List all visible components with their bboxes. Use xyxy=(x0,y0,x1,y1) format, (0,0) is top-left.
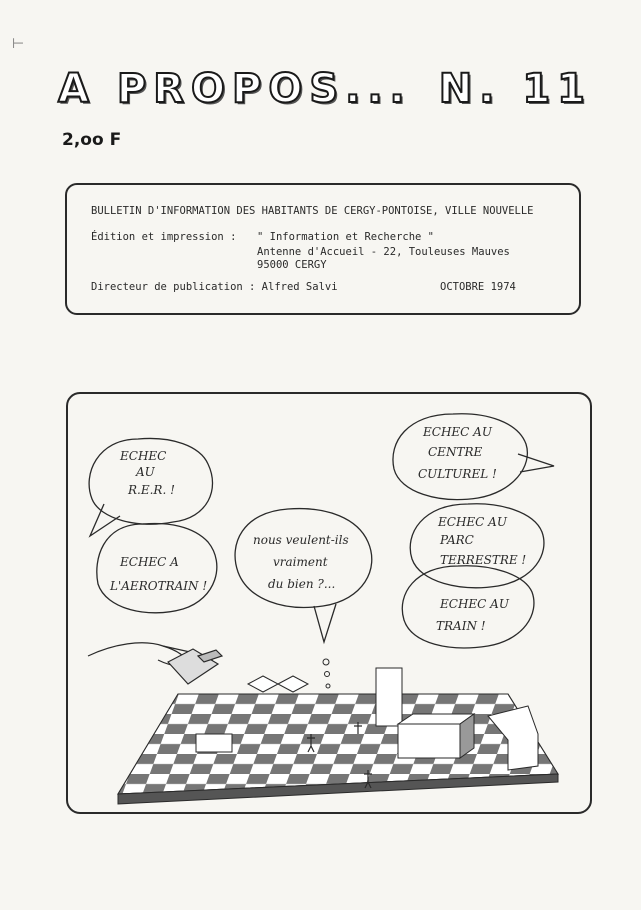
bubble-rer-l1: ECHEC xyxy=(120,449,167,463)
publication-info-box xyxy=(65,183,581,315)
bubble-center-l2: vraiment xyxy=(273,555,328,569)
masthead xyxy=(58,68,592,110)
chessboard xyxy=(118,694,558,804)
bubble-train-l1: ECHEC AU xyxy=(440,597,509,611)
bubble-center-l3: du bien ?... xyxy=(268,577,336,591)
bubble-parc-l1: ECHEC AU xyxy=(438,515,507,529)
bubble-rer-l2: AU xyxy=(136,465,155,479)
bubble-aero-l2: L'AEROTRAIN ! xyxy=(110,579,208,593)
cartoon-illustration xyxy=(66,392,592,814)
bubble-culturel-l1: ECHEC AU xyxy=(423,425,492,439)
bubble-train-l2: TRAIN ! xyxy=(436,619,486,633)
bubble-culturel-l2: CENTRE xyxy=(428,445,483,459)
edition-label: Édition et impression : xyxy=(91,231,237,243)
address-line-2: 95000 CERGY xyxy=(257,259,327,271)
bubble-aero-l1: ECHEC A xyxy=(120,555,179,569)
issue-number: N. 11 xyxy=(438,66,592,112)
bubble-parc-l2: PARC xyxy=(440,533,474,547)
bubble-parc-l3: TERRESTRE ! xyxy=(440,553,527,567)
edition-org: " Information et Recherche " xyxy=(257,231,435,243)
cartoon-drawing xyxy=(68,394,590,812)
bubble-rer-l3: R.E.R. ! xyxy=(128,483,175,497)
margin-mark: ⊢ xyxy=(12,36,25,52)
director-line: Directeur de publication : Alfred Salvi xyxy=(91,281,338,293)
bubble-culturel-l3: CULTUREL ! xyxy=(418,467,497,481)
publication-date: OCTOBRE 1974 xyxy=(440,281,516,293)
bulletin-line: BULLETIN D'INFORMATION DES HABITANTS DE CERGY-PONTOISE, VILLE NOUVELLE xyxy=(91,205,534,217)
address-line-1: Antenne d'Accueil - 22, Touleuses Mauves xyxy=(257,246,510,258)
price: 2,oo F xyxy=(62,130,122,150)
bubble-center-l1: nous veulent-ils xyxy=(253,533,349,547)
bubble-outline-center xyxy=(235,509,372,642)
hand-with-train xyxy=(88,643,222,684)
masthead-title: A PROPOS... xyxy=(58,66,412,112)
